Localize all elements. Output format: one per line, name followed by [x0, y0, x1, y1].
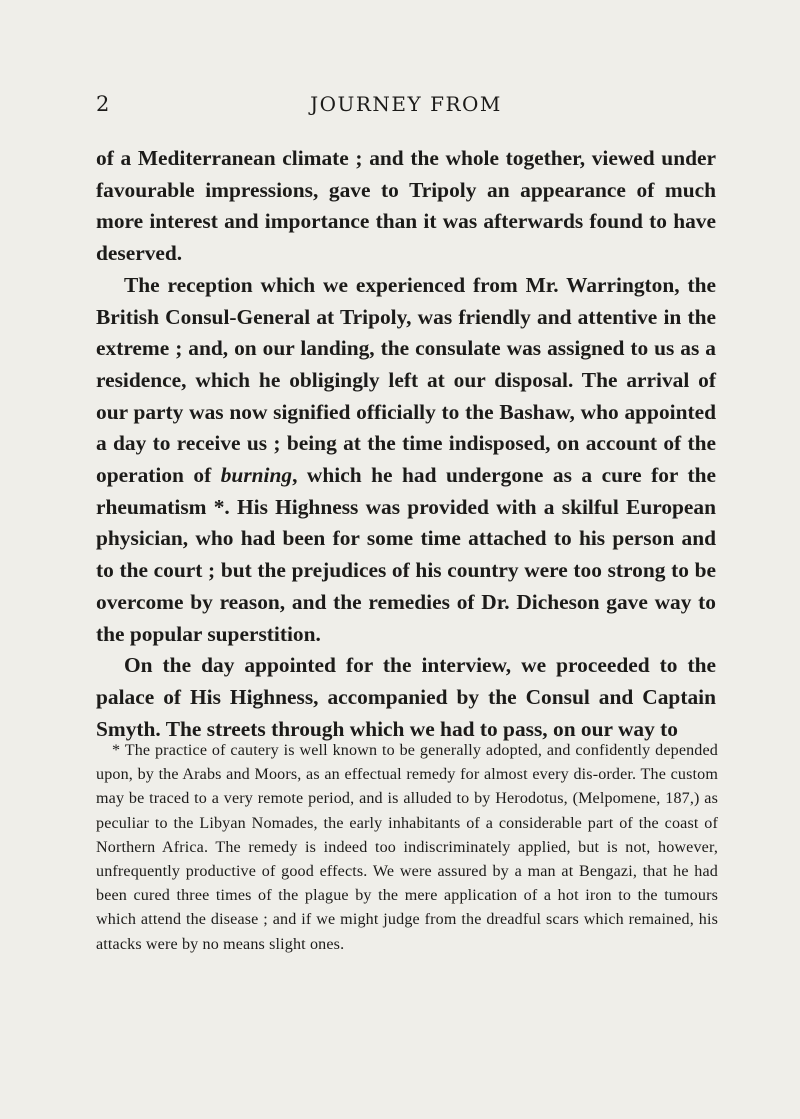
paragraph-2 — [96, 270, 716, 650]
paragraph-1: of a Mediterranean climate ; and the whole together, viewed under favourable impressions, gave to Tripoly an appearance of much more interest and importance than it was afterwards found to have deserved. — [96, 146, 716, 266]
main-text — [96, 143, 716, 745]
paragraph-2-emphasis: burning — [220, 463, 293, 488]
page-header — [96, 92, 716, 122]
footnote-text: * The practice of cautery is well known to be generally adopted, and confidently depended upon, by the Arabs and Moors, as an effectual remedy for almost every dis-order. The custom may be traced to a very remote period, and is alluded to by Herodotus, (Melpomene, 187,) as peculiar to the Libyan Nomades, the early inhabitants of a considerable part of the coast of Northern Africa. The remedy is indeed too indiscriminately applied, but is not, however, unfrequently productive of good effects. We were assured by a man at Bengazi, that he had been cured three times of the plague by the mere application of a hot iron to the tumours which attend the disease ; and if we might judge from the dreadful scars which remained, his attacks were by no means slight ones. — [96, 742, 718, 953]
footnote — [96, 739, 718, 957]
paragraph-2-part-a: The reception which we experienced from Mr. Warrington, the British Consul-General at Tripoly, was friendly and attentive in the extreme ; and, on our landing, the consulate was assigned to us as a residence, which he obligingly left at our disposal. The arrival of our party was now signified officially to the Bashaw, who appointed a day to receive us ; being at the time indisposed, on account of the operation of — [96, 272, 716, 488]
running-head: JOURNEY FROM — [310, 92, 502, 116]
paragraph-2-part-b: , which he had undergone as a cure for the rheumatism *. His Highness was provided with a skilful European physician, who had been for some time attached to his person and to the court ; but the prejudices of his country were too strong to be overcome by reason, and the remedies of Dr. Dicheson gave way to the popular superstition. — [96, 463, 716, 646]
page-number: 2 — [96, 92, 111, 116]
paragraph-3: On the day appointed for the interview, we proceeded to the palace of His Highness, accompanied by the Consul and Captain Smyth. The streets through which we had to pass, on our way to — [96, 653, 716, 741]
